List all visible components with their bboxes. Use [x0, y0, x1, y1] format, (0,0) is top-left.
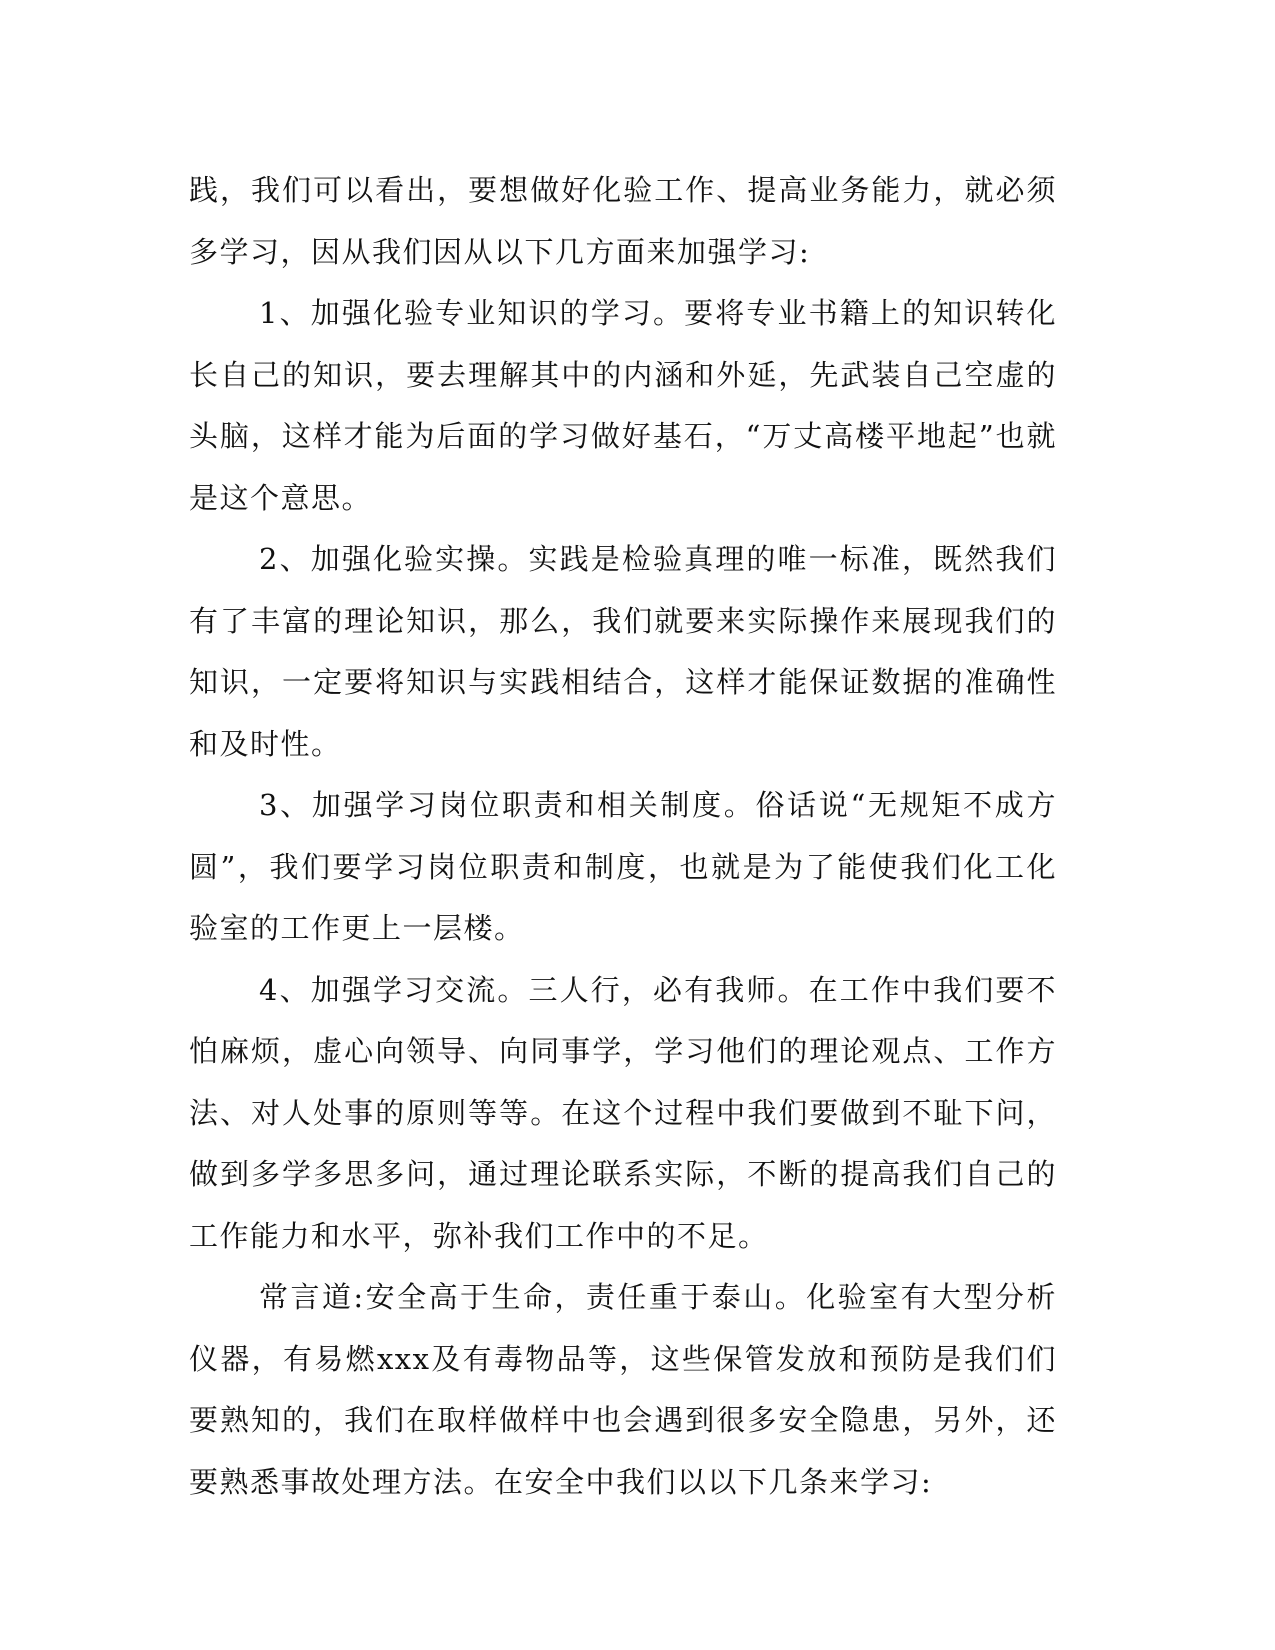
paragraph-intro-continuation: 践，我们可以看出，要想做好化验工作、提高业务能力，就必须多学习，因从我们因从以下几方面来加强学习: — [189, 173, 1057, 269]
paragraph-item-3: 3、加强学习岗位职责和相关制度。俗话说“无规矩不成方圆”，我们要学习岗位职责和制度，也就是为了能使我们化工化验室的工作更上一层楼。 — [189, 788, 1057, 945]
paragraph-item-2: 2、加强化验实操。实践是检验真理的唯一标准，既然我们有了丰富的理论知识，那么，我们就要来实际操作来展现我们的知识，一定要将知识与实践相结合，这样才能保证数据的准确性和及时性。 — [189, 542, 1057, 761]
document-body — [189, 160, 1057, 1513]
paragraph-item-4: 4、加强学习交流。三人行，必有我师。在工作中我们要不怕麻烦，虚心向领导、向同事学，学习他们的理论观点、工作方法、对人处事的原则等等。在这个过程中我们要做到不耻下问，做到多学多思多问，通过理论联系实际，不断的提高我们自己的工作能力和水平，弥补我们工作中的不足。 — [189, 972, 1057, 1253]
paragraph-safety: 常言道:安全高于生命，责任重于泰山。化验室有大型分析仪器，有易燃xxx及有毒物品等，这些保管发放和预防是我们们要熟知的，我们在取样做样中也会遇到很多安全隐患，另外，还要熟悉事故处理方法。在安全中我们以以下几条来学习: — [189, 1280, 1057, 1499]
paragraph-item-1: 1、加强化验专业知识的学习。要将专业书籍上的知识转化长自己的知识，要去理解其中的内涵和外延，先武装自己空虚的头脑，这样才能为后面的学习做好基石，“万丈高楼平地起”也就是这个意思。 — [189, 296, 1057, 515]
